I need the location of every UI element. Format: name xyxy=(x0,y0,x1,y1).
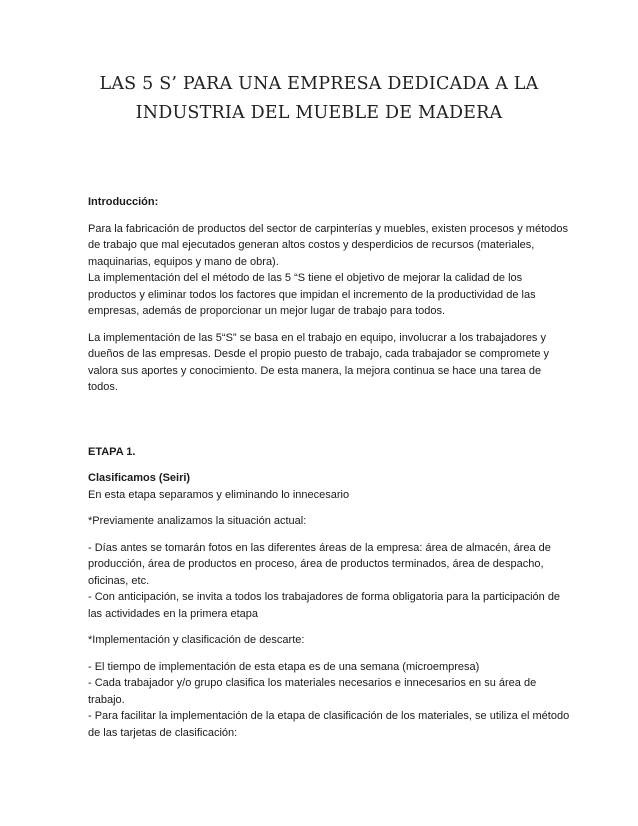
intro-paragraph-2 xyxy=(88,330,566,396)
text-line: Para la fabricación de productos del sector de carpinterías y muebles, existen procesos y métodos xyxy=(88,222,568,235)
list-item: - Cada trabajador y/o grupo clasifica los materiales necesarios e innecesarios en su área de xyxy=(88,677,537,689)
text-line: maquinarias, equipos y mano de obra). xyxy=(88,255,279,268)
list-item: oficinas, etc. xyxy=(88,574,150,587)
document-body xyxy=(88,194,570,741)
etapa-heading: ETAPA 1. xyxy=(88,445,136,458)
etapa-list-1 xyxy=(88,540,566,623)
text-line: valora sus aportes y conocimiento. De esta manera, la mejora continua se hace una tarea de xyxy=(88,364,542,377)
list-item: las actividades en la primera etapa xyxy=(88,607,258,620)
list-item: - Para facilitar la implementación de la etapa de clasificación de los materiales, se utiliza el método xyxy=(88,710,570,722)
list-item: - El tiempo de implementación de esta etapa es de una semana (microempresa) xyxy=(88,660,480,673)
intro-paragraph-1 xyxy=(88,221,566,320)
list-item: de las tarjetas de clasificación: xyxy=(88,726,238,739)
title-line-1: LAS 5 S’ PARA UNA EMPRESA DEDICADA A LA xyxy=(99,74,539,94)
text-line: de trabajo que mal ejecutados generan altos costos y desperdicios de recursos (materiales, xyxy=(88,239,535,251)
list-item: producción, área de productos en proceso, área de productos terminados, área de despacho, xyxy=(88,558,544,570)
list-item: - Días antes se tomarán fotos en las diferentes áreas de la empresa: área de almacén, área de xyxy=(88,541,551,554)
text-line: La implementación del el método de las 5 “S tiene el objetivo de mejorar la calidad de los xyxy=(88,272,523,284)
text-line: La implementación de las 5“S” se basa en el trabajo en equipo, involucrar a los trabajadores y xyxy=(88,331,546,344)
list-item: - Con anticipación, se invita a todos los trabajadores de forma obligatoria para la participación de xyxy=(88,591,561,603)
text-line: todos. xyxy=(88,381,118,393)
implementacion-text: *Implementación y clasificación de descarte: xyxy=(88,634,305,646)
document-title xyxy=(60,70,578,128)
etapa-subheading: Clasificamos (Seiri) xyxy=(88,472,191,484)
intro-heading: Introducción: xyxy=(88,196,159,208)
list-item: trabajo. xyxy=(88,693,125,706)
etapa-list-2 xyxy=(88,659,570,742)
text-line: dueños de las empresas. Desde el propio puesto de trabajo, cada trabajador se compromete y xyxy=(88,348,550,360)
title-line-2: INDUSTRIA DEL MUEBLE DE MADERA xyxy=(135,103,503,123)
previamente-text: *Previamente analizamos la situación actual: xyxy=(88,515,307,527)
text-line: productos y eliminar todos los factores que impidan el incremento de la productividad de las xyxy=(88,288,536,301)
etapa-sub-text: En esta etapa separamos y eliminando lo innecesario xyxy=(88,488,350,501)
text-line: empresas, además de proporcionar un mejor lugar de trabajo para todos. xyxy=(88,305,446,317)
